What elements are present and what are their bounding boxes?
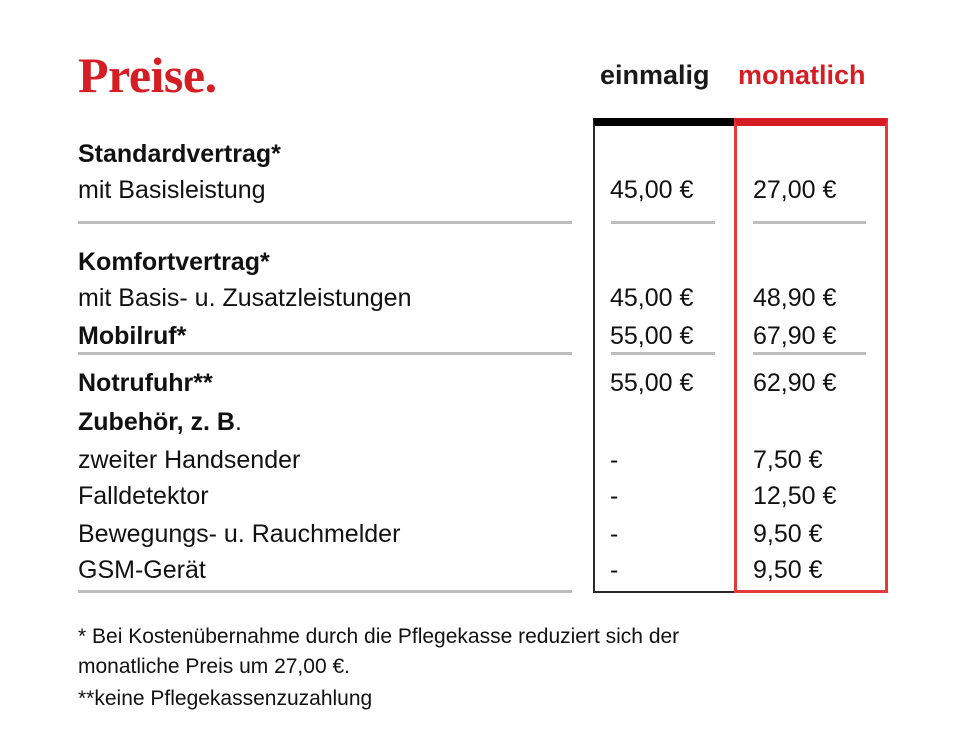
comfort-contract-name: Komfortvertrag*	[78, 248, 270, 276]
standard-contract-desc: mit Basisleistung	[78, 176, 266, 204]
emergency-watch-name: Notrufuhr**	[78, 369, 213, 397]
standard-contract-price-once: 45,00 €	[610, 176, 694, 204]
separator	[78, 352, 572, 355]
footnote-3: **keine Pflegekassenzuzahlung	[78, 687, 373, 710]
mobile-call-price-once: 55,00 €	[610, 322, 694, 350]
accessories-heading-dot: .	[234, 408, 242, 436]
second-hand-transmitter-name: zweiter Handsender	[78, 446, 301, 474]
separator	[611, 352, 715, 355]
gsm-device-name: GSM-Gerät	[78, 556, 206, 584]
accessories-heading	[78, 408, 242, 437]
mobile-call-name: Mobilruf*	[78, 322, 187, 350]
separator	[78, 221, 572, 224]
footnote-1: * Bei Kostenübernahme durch die Pflegekasse reduziert sich der	[78, 625, 680, 648]
second-hand-transmitter-price-once: -	[610, 446, 619, 474]
motion-smoke-detector-price-once: -	[610, 520, 619, 548]
comfort-contract-price-once: 45,00 €	[610, 284, 694, 312]
second-hand-transmitter-price-monthly: 7,50 €	[753, 446, 823, 474]
gsm-device-price-once: -	[610, 556, 619, 584]
page-title: Preise.	[78, 47, 217, 103]
separator	[611, 221, 715, 224]
motion-smoke-detector-name: Bewegungs- u. Rauchmelder	[78, 520, 401, 548]
fall-detector-name: Falldetektor	[78, 482, 209, 510]
fall-detector-price-monthly: 12,50 €	[753, 482, 837, 510]
emergency-watch-price-once: 55,00 €	[610, 369, 694, 397]
standard-contract-price-monthly: 27,00 €	[753, 176, 837, 204]
gsm-device-price-monthly: 9,50 €	[753, 556, 823, 584]
comfort-contract-price-monthly: 48,90 €	[753, 284, 837, 312]
accessories-heading-text: Zubehör, z. B	[78, 408, 235, 436]
column-header-once: einmalig	[600, 60, 710, 90]
fall-detector-price-once: -	[610, 482, 619, 510]
motion-smoke-detector-price-monthly: 9,50 €	[753, 520, 823, 548]
mobile-call-price-monthly: 67,90 €	[753, 322, 837, 350]
comfort-contract-desc: mit Basis- u. Zusatzleistungen	[78, 284, 412, 312]
column-header-monthly: monatlich	[738, 60, 866, 90]
separator	[78, 590, 572, 593]
emergency-watch-price-monthly: 62,90 €	[753, 369, 837, 397]
footnote-2: monatliche Preis um 27,00 €.	[78, 655, 350, 678]
separator	[753, 352, 866, 355]
standard-contract-name: Standardvertrag*	[78, 140, 281, 168]
separator	[753, 221, 866, 224]
